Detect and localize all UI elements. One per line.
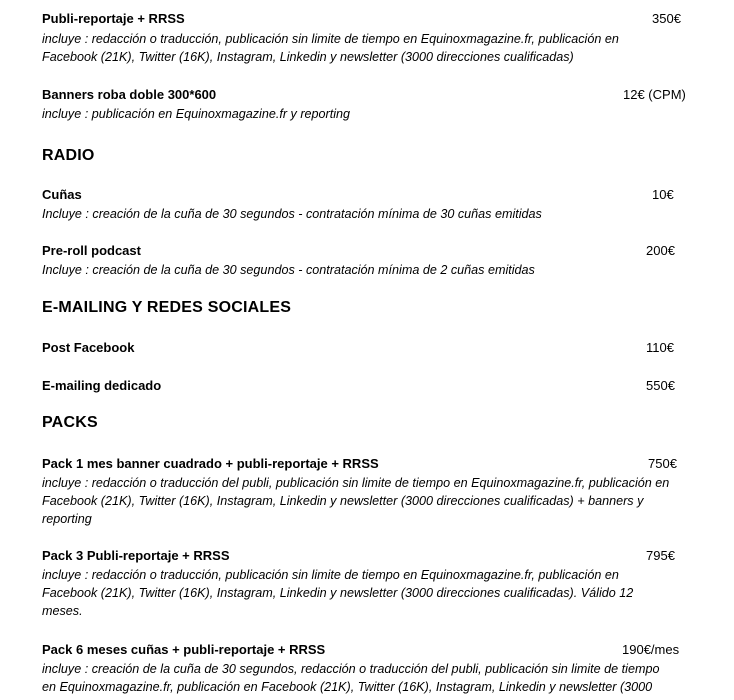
item-price: 110€ [646, 340, 674, 355]
section-heading-radio: RADIO [42, 147, 95, 164]
item-price: 200€ [646, 243, 675, 258]
item-title: Pack 6 meses cuñas + publi-reportaje + RRSS [42, 642, 326, 657]
item-title: E-mailing dedicado [42, 378, 162, 393]
item-description-line: Incluye : creación de la cuña de 30 segundos - contratación mínima de 2 cuñas emitidas [42, 263, 535, 277]
item-price: 10€ [652, 187, 674, 202]
item-description-line: incluye : redacción o traducción del publi, publicación sin limite de tiempo en Equinoxmagazine.fr, publicación en [42, 476, 670, 490]
item-price: 550€ [646, 378, 675, 393]
item-price: 190€/mes [622, 642, 680, 657]
item-description-line: Facebook (21K), Twitter (16K), Instagram, Linkedin y newsletter (3000 direcciones cualificadas) [42, 50, 574, 64]
section-heading-packs: PACKS [42, 414, 98, 431]
item-description-line: reporting [42, 512, 92, 526]
item-description-line: Incluye : creación de la cuña de 30 segundos - contratación mínima de 30 cuñas emitidas [42, 207, 542, 221]
item-title: Pre-roll podcast [42, 243, 141, 258]
section-heading-emailing: E-MAILING Y REDES SOCIALES [42, 299, 292, 316]
item-description-line: en Equinoxmagazine.fr, publicación en Facebook (21K), Twitter (16K), Instagram, Linkedin y newsletter (3000 [42, 680, 653, 694]
item-title: Pack 1 mes banner cuadrado + publi-reportaje + RRSS [42, 456, 379, 471]
item-description-line: incluye : redacción o traducción, publicación sin limite de tiempo en Equinoxmagazine.fr, publicación en [42, 32, 619, 46]
item-title: Banners roba doble 300*600 [42, 87, 217, 102]
item-description-line: Facebook (21K), Twitter (16K), Instagram, Linkedin y newsletter (3000 direcciones cualificadas). Válido 12 [42, 586, 634, 600]
item-price: 12€ (CPM) [623, 87, 686, 102]
item-description-line: incluye : creación de la cuña de 30 segundos, redacción o traducción del publi, publicación sin limite de tiempo [42, 662, 660, 676]
item-price: 795€ [646, 548, 675, 563]
item-description-line: incluye : redacción o traducción, publicación sin limite de tiempo en Equinoxmagazine.fr, publicación en [42, 568, 619, 582]
item-title: Cuñas [42, 187, 82, 202]
item-title: Publi-reportaje + RRSS [42, 11, 185, 26]
item-description-line: meses. [42, 604, 83, 618]
item-description-line: incluye : publicación en Equinoxmagazine.fr y reporting [42, 107, 351, 121]
item-price: 750€ [648, 456, 677, 471]
item-title: Post Facebook [42, 340, 135, 355]
item-price: 350€ [652, 11, 681, 26]
item-description-line: Facebook (21K), Twitter (16K), Instagram, Linkedin y newsletter (3000 direcciones cualificadas) + banners y [42, 494, 644, 508]
item-title: Pack 3 Publi-reportaje + RRSS [42, 548, 230, 563]
